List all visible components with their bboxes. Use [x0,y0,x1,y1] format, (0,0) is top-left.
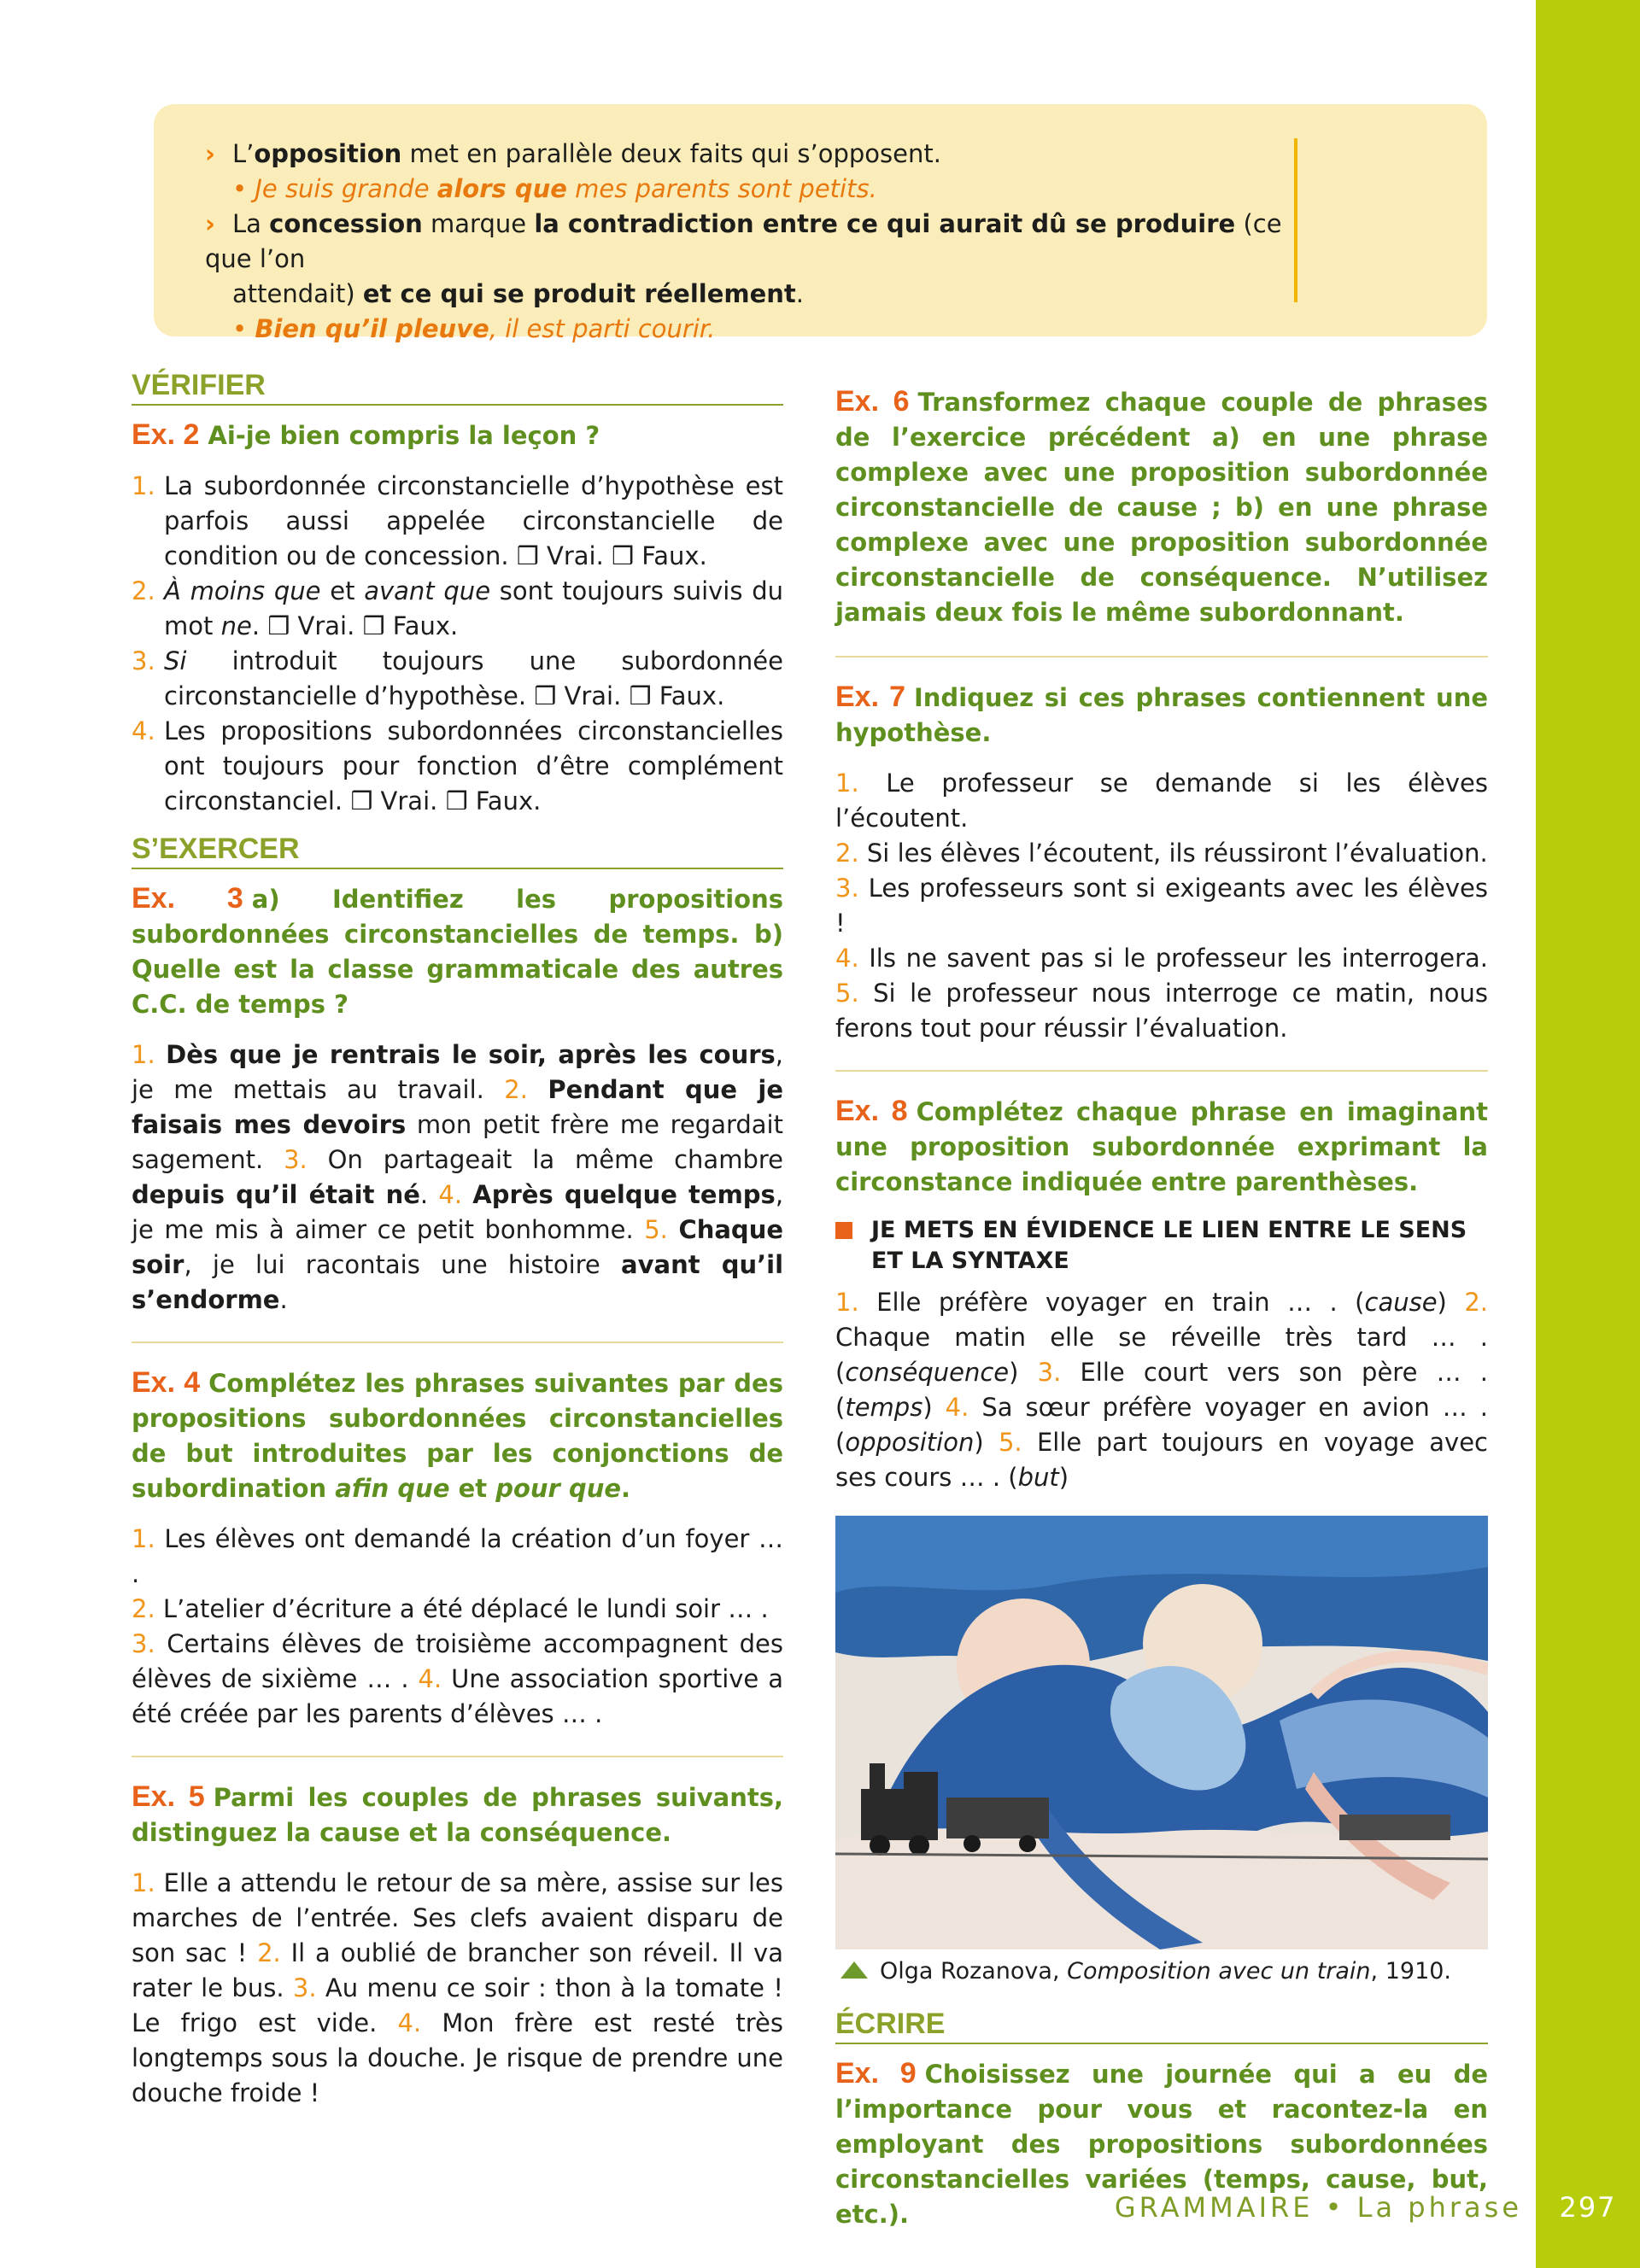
ex3-heading: Ex. 3 a) Identifiez les propositions subordonnées circonstancielles de temps. b) Quelle est la classe grammaticale des autres C.C. de temps ? [132,882,783,1019]
separator [835,1070,1488,1072]
ex8-subheading: JE METS EN ÉVIDENCE LE LIEN ENTRE LE SENS ET LA SYNTAXE [835,1215,1488,1277]
square-bullet-icon [835,1222,852,1239]
list-item: 4. Les propositions subordonnées circonstancielles ont toujours pour fonction d’être complément circonstanciel. ❒ Vrai. ❒ Faux. [132,716,783,815]
running-footer: GRAMMAIRE • La phrase [1114,2191,1522,2224]
opposition-example: • Je suis grande alors que mes parents sont petits. [232,174,877,203]
ex7-heading: Ex. 7 Indiquez si ces phrases contiennent une hypothèse. [835,681,1489,747]
separator [835,656,1488,658]
chevron-right-icon: › [205,209,215,238]
painting-caption: Olga Rozanova, Composition avec un train, 1910. [835,1955,1488,1989]
page-number: 297 [1559,2191,1617,2224]
rule-box-divider [1294,138,1297,302]
right-column [835,384,1488,2248]
painting-image [835,1516,1488,1949]
side-color-band [1536,0,1640,2268]
ex9-heading: Ex. 9 Choisissez une journée qui a eu de l’importance pour vous et racontez-la en employant des propositions subordonnées circonstancielles variées (temps, cause, but, etc.). [835,2057,1488,2229]
rule-box [154,104,1487,343]
ex3-text: 1. Dès que je rentrais le soir, après les cours, je me mettais au travail. 2. Pendant que je faisais mes devoirs mon petit frère me regardait sagement. 3. On partageait la même chambre depuis qu’il était né. 4. Après quelque temps, je me mis à aimer ce petit bonhomme. 5. Chaque soir, je lui racontais une histoire avant qu’il s’endorme. [132,1040,784,1314]
list-item: 3. Si introduit toujours une subordonnée circonstancielle d’hypothèse. ❒ Vrai. ❒ Faux. [132,646,783,710]
list-item: 1. La subordonnée circonstancielle d’hypothèse est parfois aussi appelée circonstancielle de condition ou de concession. ❒ Vrai. ❒ Faux. [132,471,783,570]
concession-example: • Bien qu’il pleuve, il est parti courir. [232,314,716,343]
list-item: 2. À moins que et avant que sont toujours suivis du mot ne. ❒ Vrai. ❒ Faux. [132,576,783,640]
ex2-list [132,469,783,819]
concession-rule: › La concession marque la contradiction entre ce qui aurait dû se produire (ce que l’on attendait) et ce qui se produit réellement. [205,207,1298,312]
ex7-text: 1. Le professeur se demande si les élèves l’écoutent. 2. Si les élèves l’écoutent, ils réussiront l’évaluation. 3. Les professeurs sont si exigeants avec les élèves ! 4. Ils ne savent pas si le professeur les interrogera. 5. Si le professeur nous interroge ce matin, nous ferons tout pour réussir l’évaluation. [835,769,1488,1043]
opposition-rule: › L’opposition met en parallèle deux faits qui s’opposent. [205,137,1298,172]
ex4-heading: Ex. 4 Complétez les phrases suivantes par des propositions subordonnées circonstancielles de but introduites par les conjonctions de subordination afin que et pour que. [132,1366,783,1503]
ex2-heading: Ex. 2 Ai-je bien compris la leçon ? [132,418,600,451]
section-title-verifier: VÉRIFIER [132,367,783,406]
chevron-right-icon: › [205,139,215,168]
ex4-text: 1. Les élèves ont demandé la création d’un foyer … . 2. L’atelier d’écriture a été déplacé le lundi soir … . 3. Certains élèves de troisième accompagnent des élèves de sixième … . 4. Une association sportive a été créée par les parents d’élèves … . [132,1524,784,1728]
separator [132,1342,783,1343]
ex5-heading: Ex. 5 Parmi les couples de phrases suivants, distinguez la cause et la conséquence. [132,1780,784,1847]
ex5-text: 1. Elle a attendu le retour de sa mère, assise sur les marches de l’entrée. Ses clefs avaient disparu de son sac ! 2. Il a oublié de brancher son réveil. Il va rater le bus. 3. Au menu ce soir : thon à la tomate ! Le frigo est vide. 4. Mon frère est resté très longtemps sous la douche. Je risque de prendre une douche froide ! [132,1868,784,2107]
separator [132,1756,783,1757]
section-title-ecrire: ÉCRIRE [835,2006,1488,2044]
section-title-sexercer: S’EXERCER [132,831,783,869]
ex6-heading: Ex. 6 Transformez chaque couple de phrases de l’exercice précédent a) en une phrase complexe avec une proposition subordonnée circonstancielle de cause ; b) en une phrase complexe avec une proposition subordonnée circonstancielle de conséquence. N’utilisez jamais deux fois le même subordonnant. [835,385,1488,627]
triangle-up-icon [840,1961,868,1979]
ex8-text: 1. Elle préfère voyager en train … . (cause) 2. Chaque matin elle se réveille très tard … . (conséquence) 3. Elle court vers son père … . (temps) 4. Sa sœur préfère voyager en avion … . (opposition) 5. Elle part toujours en voyage avec ses cours … . (but) [835,1288,1488,1492]
left-column [132,367,783,2111]
ex8-heading: Ex. 8 Complétez chaque phrase en imaginant une proposition subordonnée exprimant la circonstance indiquée entre parenthèses. [835,1095,1489,1196]
